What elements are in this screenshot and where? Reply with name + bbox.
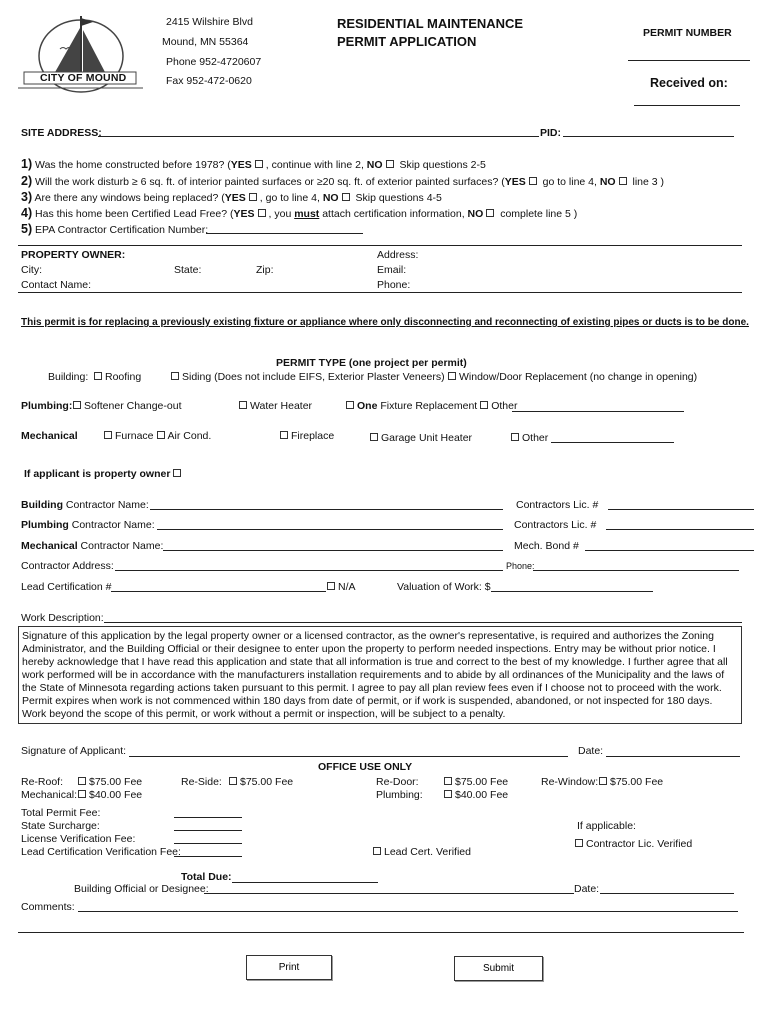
received-on-field[interactable] [634,94,740,106]
furnace-option[interactable]: Furnace Air Cond. [101,430,211,442]
mechanical-contractor-label: Mechanical Contractor Name: [21,540,164,552]
redoor-fee[interactable]: $75.00 Fee [441,776,508,788]
mechanical-contractor-field[interactable] [163,539,503,551]
aircond-checkbox[interactable] [157,431,165,439]
contractor-lic-verified-option[interactable]: Contractor Lic. Verified [572,838,692,850]
signature-date-field[interactable] [606,745,740,757]
comments-second-line [18,932,744,933]
plumbing-lic-label: Contractors Lic. # [514,519,597,531]
reside-fee[interactable]: $75.00 Fee [226,776,293,788]
owner-email-label: Email: [377,264,407,276]
building-official-field[interactable] [204,882,574,894]
state-surcharge-field[interactable] [174,819,242,831]
q4-no-checkbox[interactable] [486,209,494,217]
contractor-phone-label: Phone: [506,561,535,571]
city-logo [18,14,148,99]
work-description-field[interactable] [104,611,742,623]
address-line1: 2415 Wilshire Blvd [166,16,253,28]
furnace-checkbox[interactable] [104,431,112,439]
rewindow-fee[interactable]: $75.00 Fee [596,776,663,788]
applicant-signature-label: Signature of Applicant: [21,745,127,757]
mech-bond-field[interactable] [585,539,754,551]
signature-date-label: Date: [578,745,604,757]
lead-cert-verified-option[interactable]: Lead Cert. Verified [370,846,471,858]
redoor-label: Re-Door: [376,776,419,788]
address-line2: Mound, MN 55364 [162,36,249,48]
q1-yes-checkbox[interactable] [255,160,263,168]
lead-cert-label: Lead Certification # [21,581,112,593]
siding-checkbox[interactable] [171,372,179,380]
total-permit-fee-label: Total Permit Fee: [21,807,101,819]
valuation-field[interactable] [491,580,653,592]
site-address-field[interactable] [98,125,539,137]
reside-checkbox[interactable] [229,777,237,785]
permit-notice: This permit is for replacing a previously existing fixture or appliance where only disconnecting and reconnecting of existing pipes or ducts is to be done. [21,317,749,328]
lead-cert-verified-checkbox[interactable] [373,847,381,855]
form-title-line2: PERMIT APPLICATION [337,34,477,49]
office-mechanical-fee[interactable]: $40.00 Fee [75,789,142,801]
window-door-option[interactable]: Window/Door Replacement (no change in opening) [445,371,697,383]
mech-bond-label: Mech. Bond # [514,540,579,552]
office-plumbing-fee[interactable]: $40.00 Fee [441,789,508,801]
plumbing-contractor-field[interactable] [157,518,503,530]
contractor-address-field[interactable] [115,559,503,571]
comments-label: Comments: [21,901,75,913]
plumbing-label: Plumbing: [21,400,73,412]
water-heater-option[interactable]: Water Heater [236,400,312,412]
plumbing-contractor-label: Plumbing Contractor Name: [21,519,155,531]
q4-yes-checkbox[interactable] [258,209,266,217]
signature-terms-box [18,626,742,724]
mech-other-field[interactable] [551,431,674,443]
applicant-owner-option[interactable]: If applicant is property owner [24,468,184,480]
epa-certification-field[interactable] [206,222,363,234]
print-button[interactable]: Print [246,955,332,980]
fireplace-checkbox[interactable] [280,431,288,439]
permit-number-label: PERMIT NUMBER [643,27,732,39]
form-title-line1: RESIDENTIAL MAINTENANCE [337,16,524,31]
reroof-checkbox[interactable] [78,777,86,785]
lead-verification-fee-field[interactable] [174,845,242,857]
question-2: 2) Will the work disturb ≥ 6 sq. ft. of interior painted surfaces or ≥20 sq. ft. of exterior painted surfaces? (YES go to line 4, NO line 3 ) [21,174,665,188]
lead-verification-fee-label: Lead Certification Verification Fee: [21,846,181,858]
signature-terms-text: Signature of this application by the legal property owner or a licensed contractor, as the owner's representative, is required and authorizes the Zoning Administrator, and the Building Official or their designee to enter upon the property to perform needed inspections. Entry may be without prior notice. I hereby acknowledge that I have read this application and state that all information is true and correct to the best of my knowledge. I further agree that all work performed will be in accordance with the manufacturers installation requirements and to abide by all ordinances of the Municipality and the laws of the State of Minnesota regarding actions taken pursuant to this permit. I agree to pay all plan review fees even if I choose not to proceed with the work. Permit expires when work is not commenced within 180 days from date of permit, or if work is suspended, abandoned, or not inspected for 180 days. Work beyond the scope of this permit, or work without a permit or inspection, will be subject to a penalty. [22,630,728,720]
roofing-checkbox[interactable] [94,372,102,380]
q3-no-checkbox[interactable] [342,193,350,201]
q1-no-checkbox[interactable] [386,160,394,168]
garage-heater-option[interactable]: Garage Unit Heater [367,432,472,444]
plumbing-lic-field[interactable] [606,518,754,530]
owner-state-label: State: [174,264,202,276]
mech-other-checkbox[interactable] [511,433,519,441]
question-5: 5) EPA Contractor Certification Number: [21,222,209,236]
owner-zip-label: Zip: [256,264,274,276]
owner-phone-label: Phone: [377,279,411,291]
office-plumbing-checkbox[interactable] [444,790,452,798]
submit-button[interactable]: Submit [454,956,543,981]
license-verification-label: License Verification Fee: [21,833,136,845]
office-mechanical-checkbox[interactable] [78,790,86,798]
office-plumbing-label: Plumbing: [376,789,423,801]
if-applicable-label: If applicable: [577,820,636,832]
building-lic-label: Contractors Lic. # [516,499,599,511]
official-date-label: Date: [574,883,600,895]
property-owner-label: PROPERTY OWNER: [21,249,126,261]
permit-number-field[interactable] [628,49,750,61]
roofing-option[interactable]: Roofing [91,371,141,383]
contractor-address-label: Contractor Address: [21,560,114,572]
site-address-label: SITE ADDRESS: [21,127,102,139]
siding-option[interactable]: Siding (Does not include EIFS, Exterior Plaster Veneers) [168,371,445,383]
reside-label: Re-Side: [181,776,222,788]
question-3: 3) Are there any windows being replaced? (YES , go to line 4, NO Skip questions 4-5 [21,190,442,204]
window-door-checkbox[interactable] [448,372,456,380]
contractor-phone-field[interactable] [533,559,739,571]
applicant-signature-field[interactable] [129,745,568,757]
owner-contact-label: Contact Name: [21,279,92,291]
question-1: 1) Was the home constructed before 1978? (YES , continue with line 2, NO Skip questions 2-5 [21,157,486,171]
plumbing-other-checkbox[interactable] [480,401,488,409]
lead-na-checkbox[interactable] [327,582,335,590]
redoor-checkbox[interactable] [444,777,452,785]
reroof-label: Re-Roof: [21,776,64,788]
permit-type-heading: PERMIT TYPE (one project per permit) [276,357,467,369]
plumbing-other-field[interactable] [512,400,684,412]
owner-address-label: Address: [377,249,419,261]
owner-city-label: City: [21,264,42,276]
received-on-label: Received on: [650,76,728,90]
softener-checkbox[interactable] [73,401,81,409]
fireplace-option[interactable]: Fireplace [277,430,334,442]
comments-field[interactable] [78,900,738,912]
applicant-owner-checkbox[interactable] [173,469,181,477]
building-official-label: Building Official or Designee: [74,883,209,895]
rewindow-checkbox[interactable] [599,777,607,785]
q2-no-checkbox[interactable] [619,177,627,185]
garage-heater-checkbox[interactable] [370,433,378,441]
work-description-label: Work Description: [21,612,104,624]
office-mechanical-label: Mechanical: [21,789,78,801]
building-contractor-label: Building Contractor Name: [21,499,149,511]
license-verification-field[interactable] [174,832,242,844]
lead-cert-field[interactable] [111,580,326,592]
building-contractor-field[interactable] [150,498,503,510]
fixture-checkbox[interactable] [346,401,354,409]
mechanical-label: Mechanical [21,430,78,442]
pid-label: PID: [540,127,561,139]
fax-number: Fax 952-472-0620 [166,75,252,87]
rewindow-label: Re-Window: [541,776,599,788]
phone-number: Phone 952-4720607 [166,56,262,68]
lead-na-option[interactable]: N/A [324,581,356,593]
contractor-lic-verified-checkbox[interactable] [575,839,583,847]
water-heater-checkbox[interactable] [239,401,247,409]
city-name: CITY OF MOUND [40,72,127,84]
q2-yes-checkbox[interactable] [529,177,537,185]
valuation-label: Valuation of Work: $ [397,581,491,593]
total-permit-fee-field[interactable] [174,806,242,818]
office-use-heading: OFFICE USE ONLY [318,761,413,773]
reroof-fee[interactable]: $75.00 Fee [75,776,142,788]
building-label: Building: [48,371,89,383]
q3-yes-checkbox[interactable] [249,193,257,201]
fixture-option[interactable]: One Fixture Replacement Other [343,400,517,412]
total-due-label: Total Due: [181,871,232,883]
state-surcharge-label: State Surcharge: [21,820,100,832]
building-lic-field[interactable] [608,498,754,510]
pid-field[interactable] [563,125,734,137]
question-4: 4) Has this home been Certified Lead Free? (YES , you must attach certification information, NO complete line 5 ) [21,206,578,220]
softener-option[interactable]: Softener Change-out [70,400,181,412]
official-date-field[interactable] [600,882,734,894]
mech-other-option[interactable]: Other [508,432,548,444]
